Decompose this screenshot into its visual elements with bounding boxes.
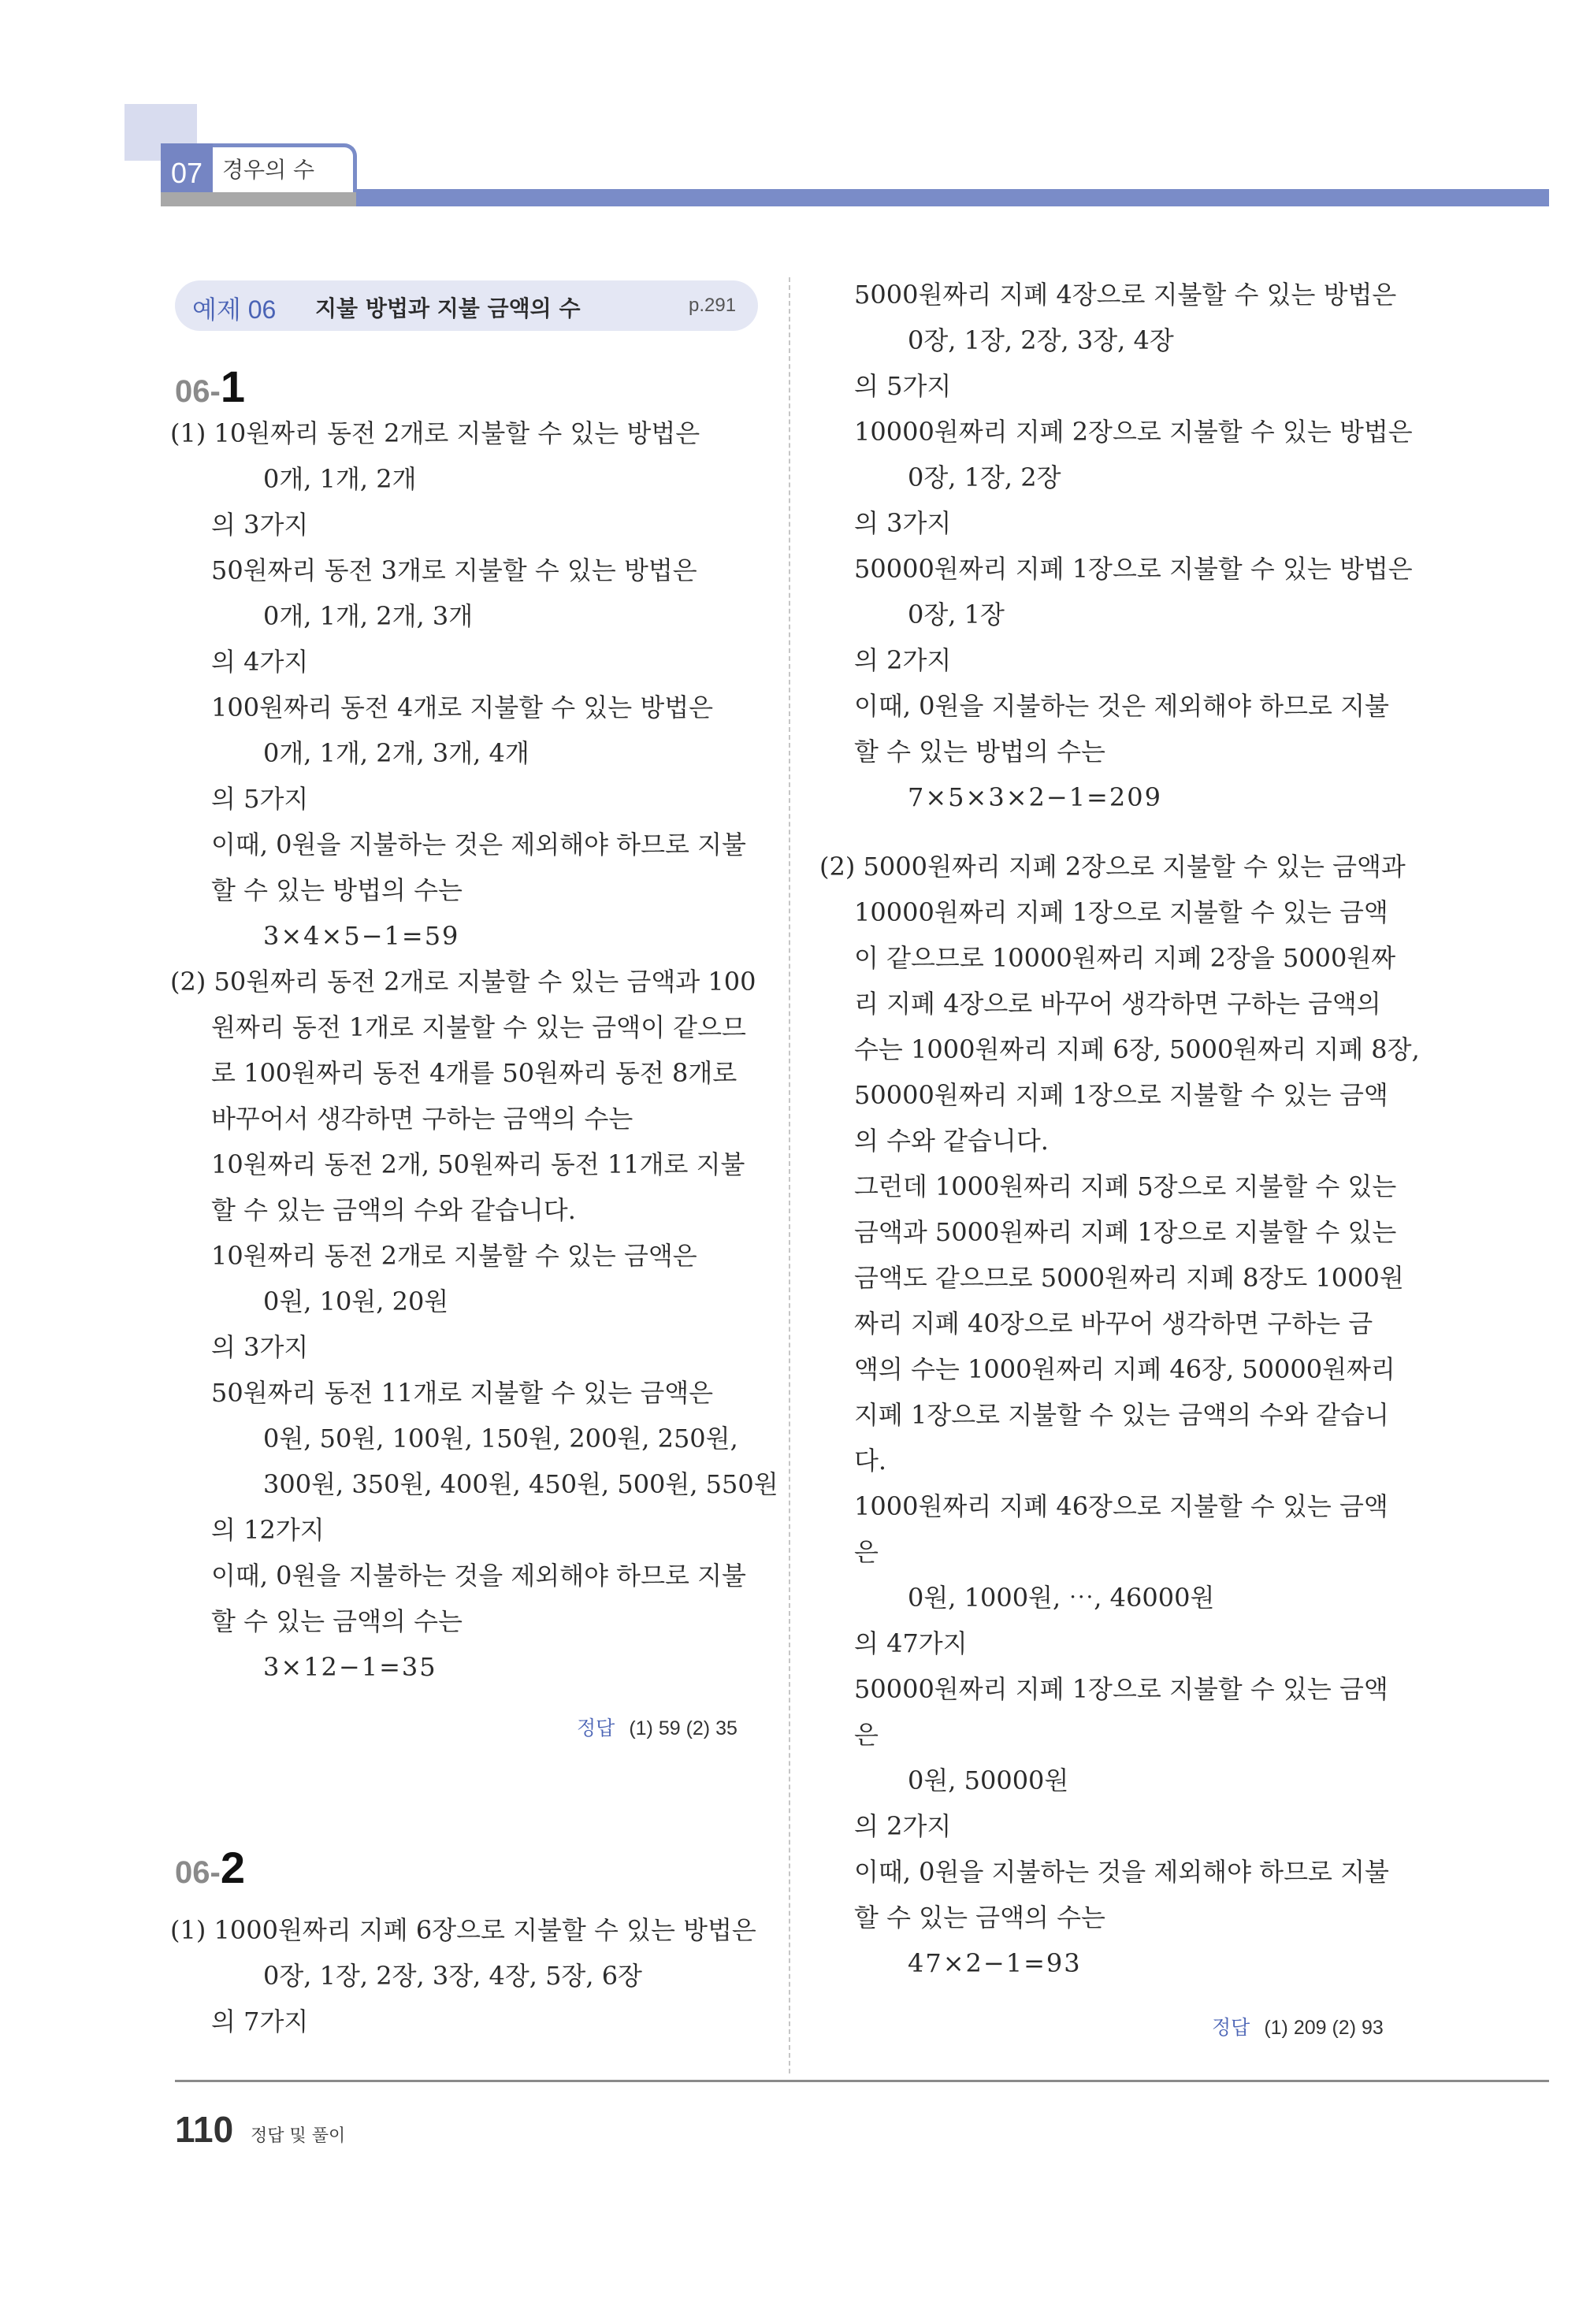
- footer-rule: [175, 2080, 1549, 2082]
- solution-line: 의 12가지: [211, 1515, 325, 1545]
- solution-line: 0원, 10원, 20원: [263, 1286, 449, 1316]
- solution-line: 바꾸어서 생각하면 구하는 금액의 수는: [211, 1104, 633, 1134]
- chapter-number: 07: [161, 143, 213, 203]
- solution-line: 의 3가지: [854, 508, 952, 538]
- solution-line: (2) 5000원짜리 지폐 2장으로 지불할 수 있는 금액과: [819, 852, 1406, 882]
- solution-line: 0개, 1개, 2개, 3개, 4개: [263, 738, 529, 768]
- solution-line: 그런데 1000원짜리 지폐 5장으로 지불할 수 있는: [854, 1171, 1397, 1201]
- section-label: 예제 06: [192, 295, 277, 324]
- solution-line: 0장, 1장, 2장, 3장, 4장: [908, 325, 1174, 355]
- solution-line: 의 5가지: [211, 784, 309, 814]
- solution-line: 10000원짜리 지폐 1장으로 지불할 수 있는 금액: [854, 897, 1388, 927]
- solution-line: 0장, 1장: [908, 600, 1005, 629]
- solution-line: 할 수 있는 금액의 수는: [854, 1903, 1105, 1932]
- problem-id-number: 2: [220, 1843, 245, 1892]
- solution-line: 다.: [854, 1446, 887, 1476]
- solution-line: 50000원짜리 지폐 1장으로 지불할 수 있는 금액: [854, 1080, 1388, 1110]
- solution-line: 0개, 1개, 2개: [263, 464, 417, 494]
- solution-line: 의 7가지: [211, 2007, 309, 2036]
- header-grey-bar: [161, 192, 356, 206]
- solution-line: 이때, 0원을 지불하는 것을 제외해야 하므로 지불: [211, 1561, 746, 1591]
- solution-line: 10원짜리 동전 2개로 지불할 수 있는 금액은: [211, 1241, 697, 1271]
- solution-line: (2) 50원짜리 동전 2개로 지불할 수 있는 금액과 100: [170, 967, 756, 997]
- solution-line: 의 4가지: [211, 647, 309, 677]
- problem-id-prefix: 06-: [175, 1855, 221, 1890]
- footer-text: 정답 및 풀이: [251, 2126, 346, 2146]
- section-page-ref: p.291: [689, 295, 737, 316]
- answer-label: 정답: [1212, 2017, 1250, 2039]
- solution-line: 0원, 50000원: [908, 1765, 1069, 1795]
- solution-formula: 7×5×3×2−1=209: [908, 782, 1162, 812]
- solution-line: 의 2가지: [854, 645, 952, 675]
- solution-line: 이때, 0원을 지불하는 것을 제외해야 하므로 지불: [854, 1857, 1389, 1887]
- answer-06-2: [1212, 2012, 1384, 2040]
- solution-line: 이 같으므로 10000원짜리 지폐 2장을 5000원짜: [854, 943, 1396, 973]
- solution-line: 로 100원짜리 동전 4개를 50원짜리 동전 8개로: [211, 1058, 737, 1088]
- section-title: 지불 방법과 지불 금액의 수: [315, 295, 581, 321]
- solution-line: 할 수 있는 방법의 수는: [211, 875, 463, 905]
- solution-formula: 3×12−1=35: [263, 1652, 437, 1682]
- problem-id-number: 1: [220, 362, 245, 411]
- solution-line: 짜리 지폐 40장으로 바꾸어 생각하면 구하는 금: [854, 1309, 1373, 1338]
- solution-line: 50원짜리 동전 11개로 지불할 수 있는 금액은: [211, 1378, 714, 1408]
- solution-line: 지폐 1장으로 지불할 수 있는 금액의 수와 같습니: [854, 1400, 1389, 1430]
- solution-line: 의 3가지: [211, 510, 309, 540]
- solution-line: 리 지폐 4장으로 바꾸어 생각하면 구하는 금액의: [854, 989, 1381, 1019]
- solution-formula: 3×4×5−1=59: [263, 921, 460, 951]
- problem-id-prefix: 06-: [175, 374, 221, 409]
- solution-line: 10원짜리 동전 2개, 50원짜리 동전 11개로 지불: [211, 1149, 745, 1179]
- solution-line: (1) 10원짜리 동전 2개로 지불할 수 있는 방법은: [170, 418, 700, 448]
- solution-line: 은: [854, 1720, 879, 1750]
- solution-line: 금액도 같으므로 5000원짜리 지폐 8장도 1000원: [854, 1263, 1404, 1293]
- problem-heading-06-2: [175, 1842, 245, 1893]
- solution-line: 할 수 있는 방법의 수는: [854, 737, 1105, 767]
- solution-line: 이때, 0원을 지불하는 것은 제외해야 하므로 지불: [854, 691, 1389, 721]
- solution-line: 의 수와 같습니다.: [854, 1126, 1049, 1156]
- solution-line: 금액과 5000원짜리 지폐 1장으로 지불할 수 있는: [854, 1217, 1397, 1247]
- solution-line: 0개, 1개, 2개, 3개: [263, 601, 474, 631]
- solution-line: 50000원짜리 지폐 1장으로 지불할 수 있는 금액: [854, 1674, 1388, 1704]
- solution-line: 의 2가지: [854, 1811, 952, 1841]
- solution-line: 100원짜리 동전 4개로 지불할 수 있는 방법은: [211, 692, 714, 722]
- solution-line: 은: [854, 1537, 879, 1567]
- solution-line: 액의 수는 1000원짜리 지폐 46장, 50000원짜리: [854, 1354, 1395, 1384]
- solution-line: (1) 1000원짜리 지폐 6장으로 지불할 수 있는 방법은: [170, 1915, 756, 1945]
- solution-line: 1000원짜리 지폐 46장으로 지불할 수 있는 금액: [854, 1491, 1388, 1521]
- solution-line: 5000원짜리 지폐 4장으로 지불할 수 있는 방법은: [854, 280, 1397, 310]
- solution-line: 50000원짜리 지폐 1장으로 지불할 수 있는 방법은: [854, 554, 1413, 584]
- solution-line: 의 5가지: [854, 371, 952, 401]
- page-number: 110: [175, 2109, 234, 2150]
- header-blue-bar: [356, 189, 1549, 206]
- solution-line: 0장, 1장, 2장, 3장, 4장, 5장, 6장: [263, 1961, 642, 1991]
- chapter-title: 경우의 수: [222, 157, 315, 183]
- solution-line: 0장, 1장, 2장: [908, 462, 1061, 492]
- solution-line: 50원짜리 동전 3개로 지불할 수 있는 방법은: [211, 555, 697, 585]
- solution-line: 300원, 350원, 400원, 450원, 500원, 550원: [263, 1469, 778, 1499]
- answer-label: 정답: [577, 1717, 615, 1739]
- solution-line: 0원, 1000원, ⋯, 46000원: [908, 1583, 1215, 1613]
- solution-line: 의 47가지: [854, 1628, 968, 1658]
- solution-line: 의 3가지: [211, 1332, 309, 1362]
- solution-line: 이때, 0원을 지불하는 것은 제외해야 하므로 지불: [211, 830, 746, 859]
- answer-text: (1) 59 (2) 35: [629, 1717, 737, 1739]
- solution-line: 0원, 50원, 100원, 150원, 200원, 250원,: [263, 1424, 738, 1453]
- solution-formula: 47×2−1=93: [908, 1948, 1082, 1978]
- answer-text: (1) 209 (2) 93: [1264, 2017, 1384, 2039]
- solution-line: 할 수 있는 금액의 수는: [211, 1606, 463, 1636]
- solution-line: 10000원짜리 지폐 2장으로 지불할 수 있는 방법은: [854, 417, 1413, 447]
- solution-line: 수는 1000원짜리 지폐 6장, 5000원짜리 지폐 8장,: [854, 1034, 1420, 1064]
- problem-heading-06-1: [175, 361, 245, 412]
- solution-line: 원짜리 동전 1개로 지불할 수 있는 금액이 같으므: [211, 1012, 746, 1042]
- answer-06-1: [577, 1713, 737, 1741]
- solution-line: 할 수 있는 금액의 수와 같습니다.: [211, 1195, 576, 1225]
- column-divider: [789, 277, 790, 2073]
